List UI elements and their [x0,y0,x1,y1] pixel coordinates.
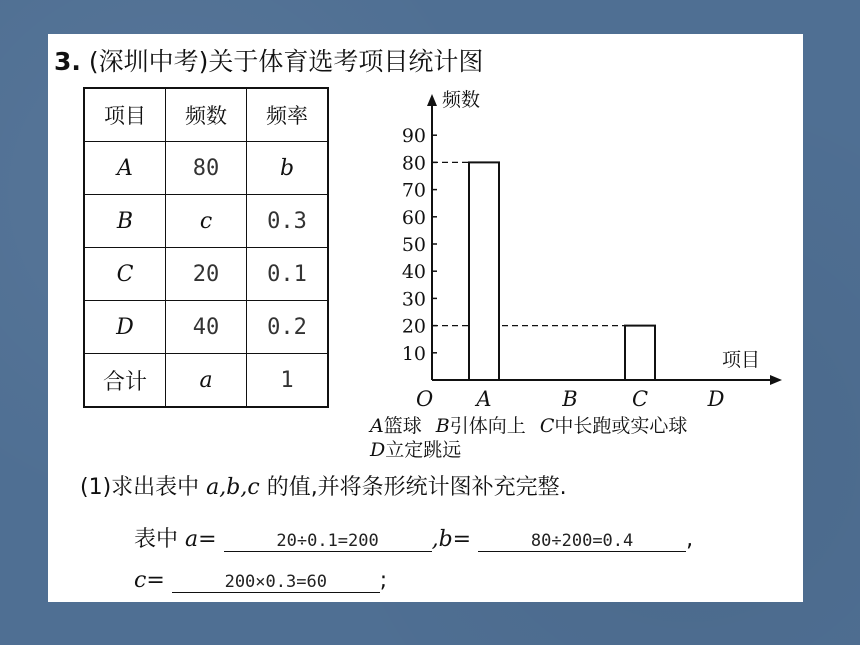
answer-c-blank[interactable]: 200×0.3=60 [172,572,380,593]
problem-source: (深圳中考) [88,47,209,76]
problem-number: 3. [54,47,81,76]
x-axis-arrow [770,375,782,385]
y-tick-label: 70 [401,179,426,202]
answer-a-blank[interactable]: 20÷0.1=200 [224,531,432,552]
answer-b-end: , [686,527,694,552]
question-vars: a,b,c [206,475,260,500]
answer-c-label: c= [134,568,165,593]
table-row [84,195,328,248]
slide-card [48,34,803,602]
y-tick-label: 80 [401,152,426,175]
table-cell: A [84,142,166,195]
frequency-table [83,87,329,408]
x-tick-label: A [476,387,492,411]
answer-line-2 [134,568,387,593]
y-axis-label: 频数 [442,89,481,111]
y-tick-label: 40 [401,261,426,284]
table-cell: 20 [166,248,247,301]
table-cell: B [84,195,166,248]
table-header-cell: 项目 [84,88,166,142]
y-tick-label: 60 [401,206,426,229]
legend-item-d: D立定跳远 [370,439,462,461]
x-tick-label: C [631,387,649,411]
y-tick-label: 20 [401,315,426,338]
table-header-cell: 频率 [247,88,329,142]
y-tick-label: 30 [401,288,426,311]
table-cell: 合计 [84,354,166,408]
bar-c [625,326,655,380]
table-row [84,301,328,354]
table-cell: 40 [166,301,247,354]
chart-legend [370,414,695,462]
table-cell: C [84,248,166,301]
legend-item-b: B引体向上 [435,415,526,437]
answer-a-label: a= [185,527,217,552]
legend-item-c: C中长跑或实心球 [539,415,688,437]
answer-line-1 [134,522,693,553]
table-cell: b [247,142,329,195]
question-text: (1)求出表中 [80,475,200,500]
answer-c-end: ; [379,568,388,593]
question-text-2: 的值,并将条形统计图补充完整. [266,475,567,500]
x-tick-label: D [707,387,725,411]
x-tick-label: B [562,387,578,411]
legend-item-a: A篮球 [370,415,422,437]
table-header-cell: 频数 [166,88,247,142]
table-cell: 0.1 [247,248,329,301]
table-cell: 1 [247,354,329,408]
y-tick-label: 50 [401,234,426,256]
problem-title [54,42,483,78]
bar-a [469,162,499,380]
table-cell: 80 [166,142,247,195]
table-cell: c [166,195,247,248]
y-axis-arrow [427,94,437,106]
table-cell: 0.3 [247,195,329,248]
table-row [84,354,328,408]
answer-b-blank[interactable]: 80÷200=0.4 [478,531,686,552]
problem-title-text: 关于体育选考项目统计图 [208,47,484,76]
y-tick-label: 10 [401,342,426,365]
table-cell: 0.2 [247,301,329,354]
answer-b-label: ,b= [431,527,472,552]
table-cell: a [166,354,247,408]
table-row [84,142,328,195]
question-1 [80,470,567,501]
table-cell: D [84,301,166,354]
table-row [84,248,328,301]
table-header-row [84,88,328,142]
bar-chart [344,82,794,412]
x-axis-label: 项目 [722,349,761,371]
y-tick-label: 90 [401,125,426,148]
origin-label: O [416,387,434,411]
answer-prefix: 表中 [134,527,179,552]
